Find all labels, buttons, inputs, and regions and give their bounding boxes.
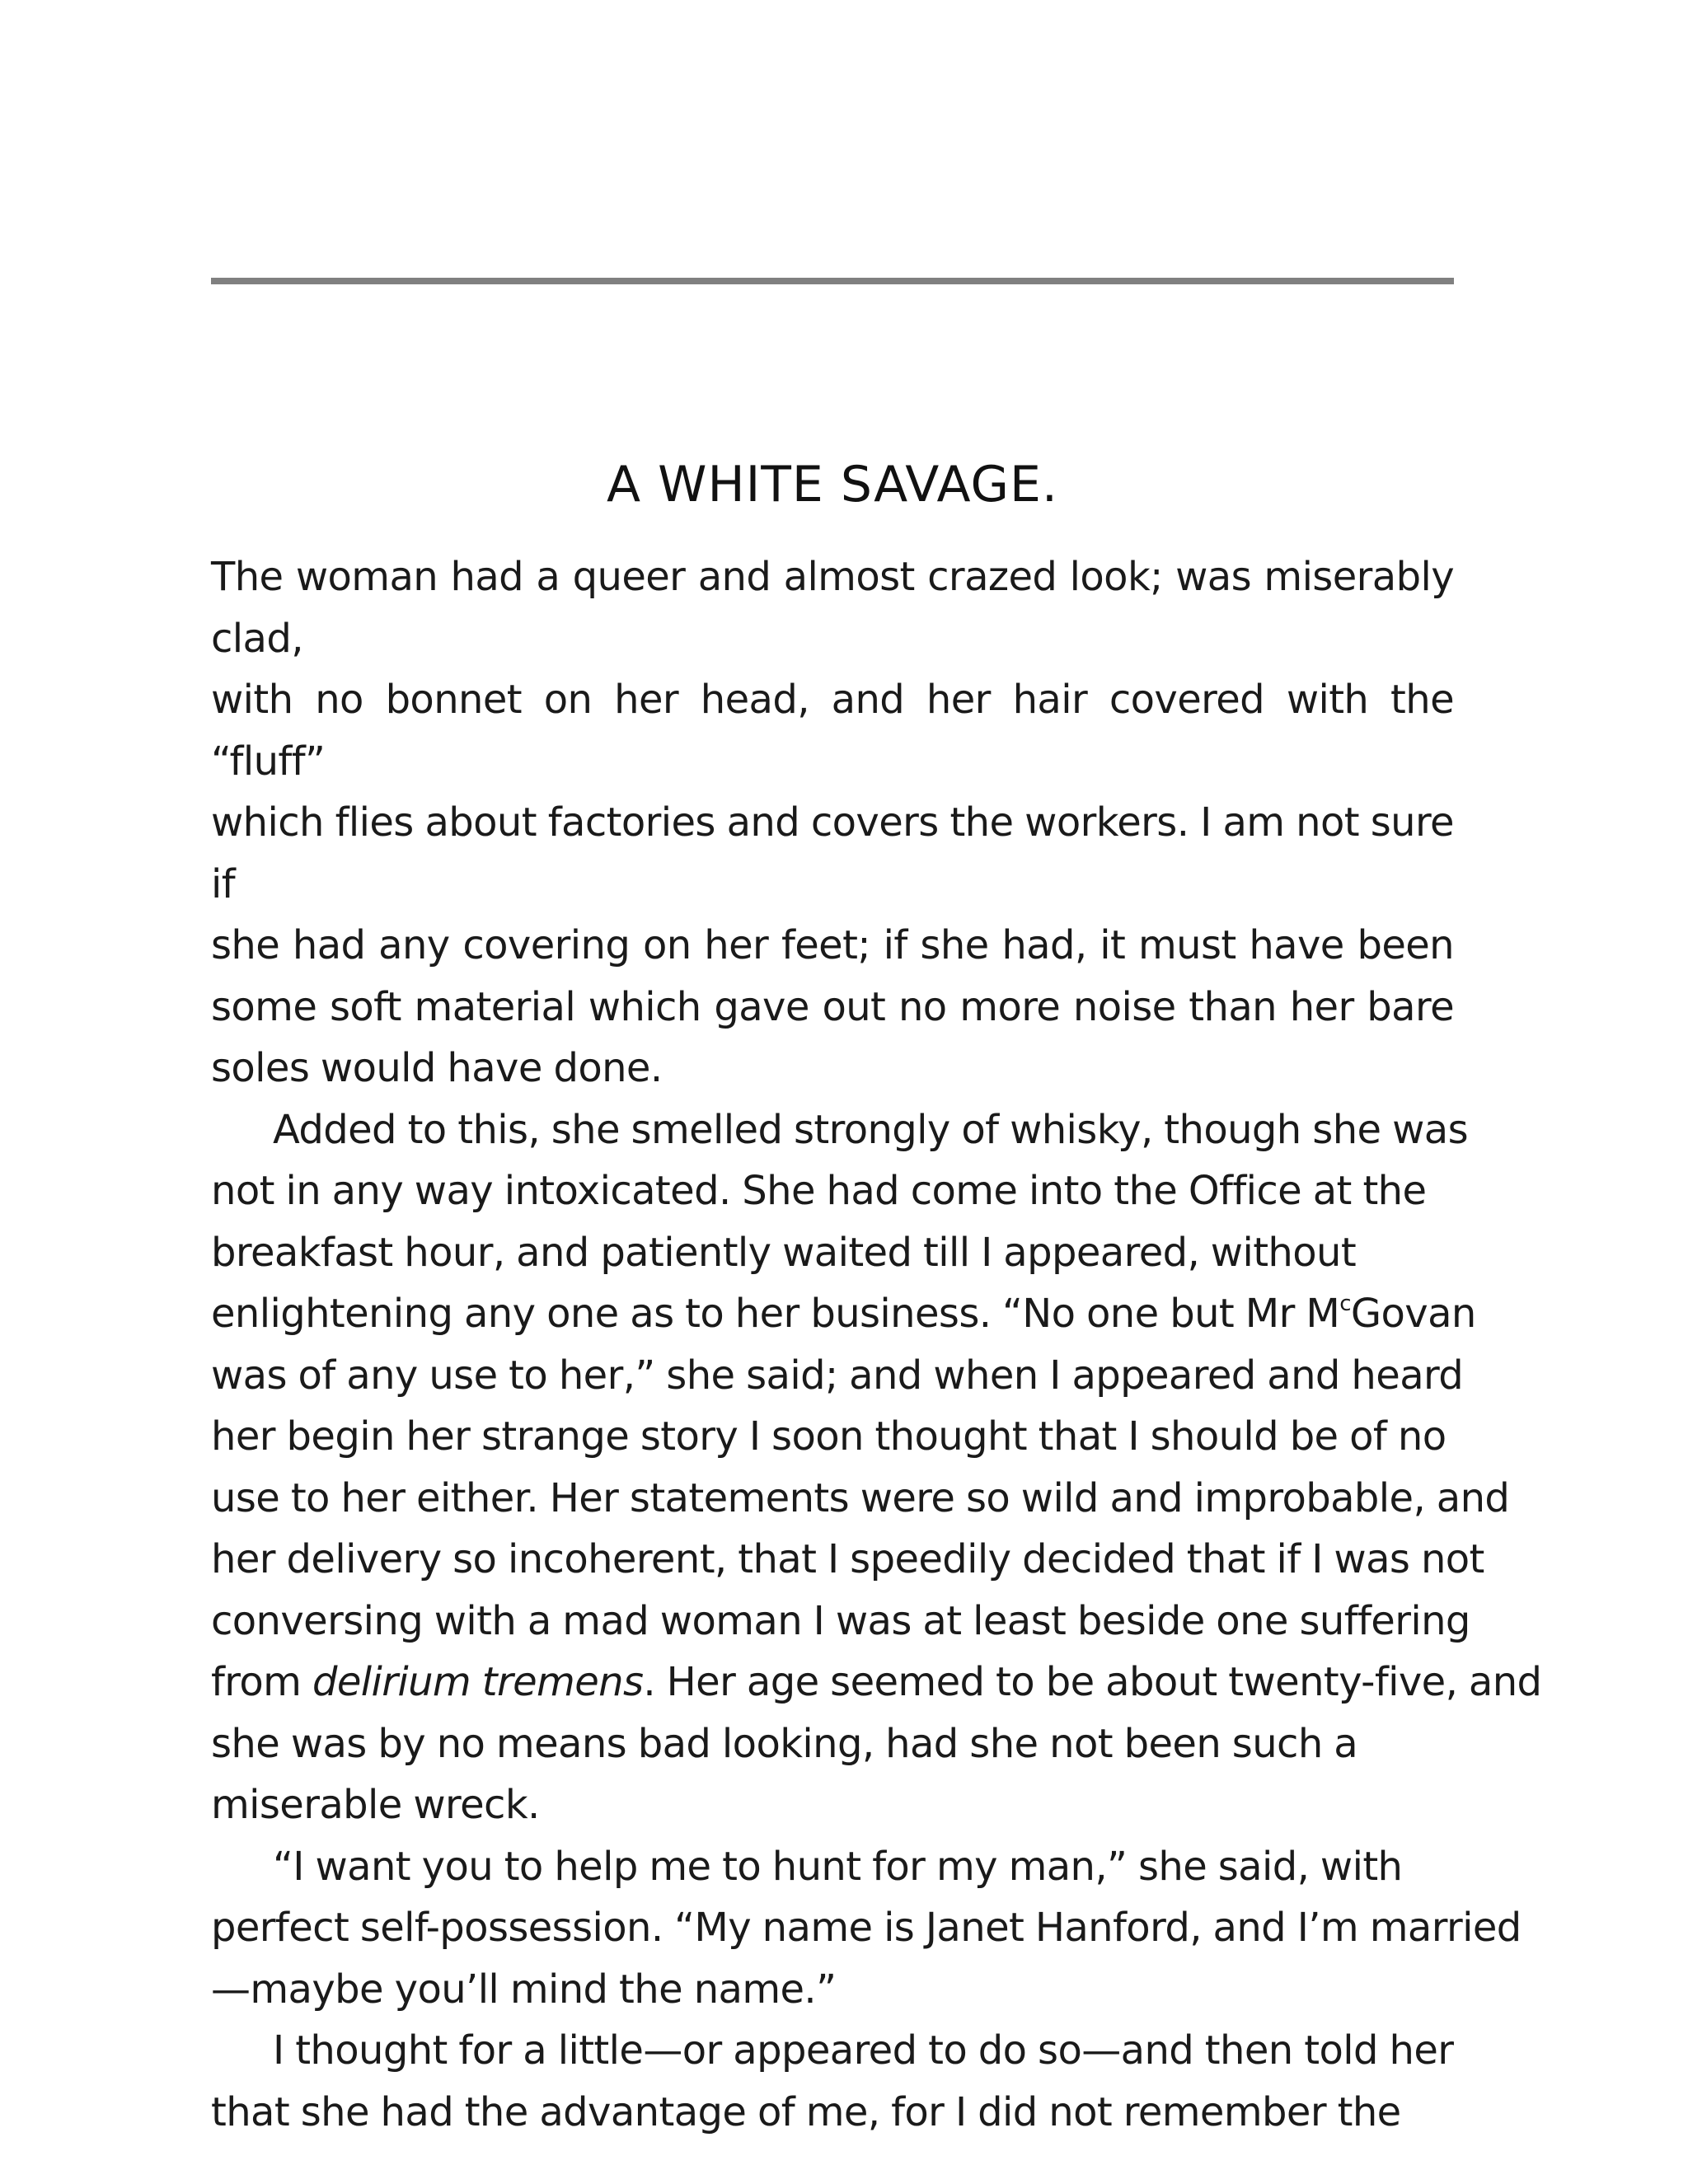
text-line: soles would have done. [211, 1045, 663, 1091]
chapter-body [211, 546, 1542, 2143]
paragraph-2 [211, 1099, 1542, 1836]
paragraph-4 [211, 2020, 1454, 2143]
text-line: that she had the advantage of me, for I did not remember the [211, 2088, 1401, 2135]
superscript-c: c [1339, 1291, 1351, 1316]
text-segment: . Her age seemed to be about twenty-five, and [643, 1659, 1542, 1705]
italic-phrase: delirium tremens [312, 1659, 644, 1705]
text-line [211, 1652, 1542, 1713]
text-line: “I want you to help me to hunt for my man,” she said, with [273, 1843, 1403, 1890]
header-rule [211, 278, 1454, 284]
text-line: was of any use to her,” she said; and when I appeared and heard [211, 1352, 1464, 1399]
paragraph-3 [211, 1836, 1522, 2021]
text-line: which flies about factories and covers the workers. I am not sure if [211, 799, 1454, 907]
text-line: use to her either. Her statements were so wild and improbable, and [211, 1474, 1510, 1521]
text-line: breakfast hour, and patiently waited till I appeared, without [211, 1229, 1357, 1276]
paragraph-1 [211, 546, 1454, 1099]
text-line: with no bonnet on her head, and her hair covered with the “fluff” [211, 677, 1454, 785]
chapter-title: A WHITE SAVAGE. [607, 456, 1058, 513]
text-segment: from [211, 1659, 312, 1705]
text-segment: Govan [1350, 1291, 1476, 1337]
text-line: not in any way intoxicated. She had come into the Office at the [211, 1168, 1427, 1214]
text-line: some soft material which gave out no more noise than her bare [211, 983, 1454, 1030]
text-line: The woman had a queer and almost crazed look; was miserably clad, [211, 554, 1454, 662]
text-line: Added to this, she smelled strongly of whisky, though she was [273, 1106, 1468, 1153]
text-line: perfect self-possession. “My name is Janet Hanford, and I’m married [211, 1905, 1522, 1951]
text-line [211, 1283, 1476, 1345]
text-line: she was by no means bad looking, had she not been such a [211, 1720, 1358, 1767]
text-line: —maybe you’ll mind the name.” [211, 1966, 837, 2013]
text-line: miserable wreck. [211, 1782, 540, 1828]
text-line: her begin her strange story I soon thought that I should be of no [211, 1413, 1447, 1460]
text-line: I thought for a little—or appeared to do so—and then told her [273, 2027, 1454, 2074]
text-line: her delivery so incoherent, that I speedily decided that if I was not [211, 1536, 1484, 1582]
text-line: she had any covering on her feet; if she had, it must have been [211, 922, 1454, 968]
text-line: conversing with a mad woman I was at least beside one suffering [211, 1597, 1470, 1644]
text-segment: enlightening any one as to her business. “No one but Mr M [211, 1291, 1340, 1337]
